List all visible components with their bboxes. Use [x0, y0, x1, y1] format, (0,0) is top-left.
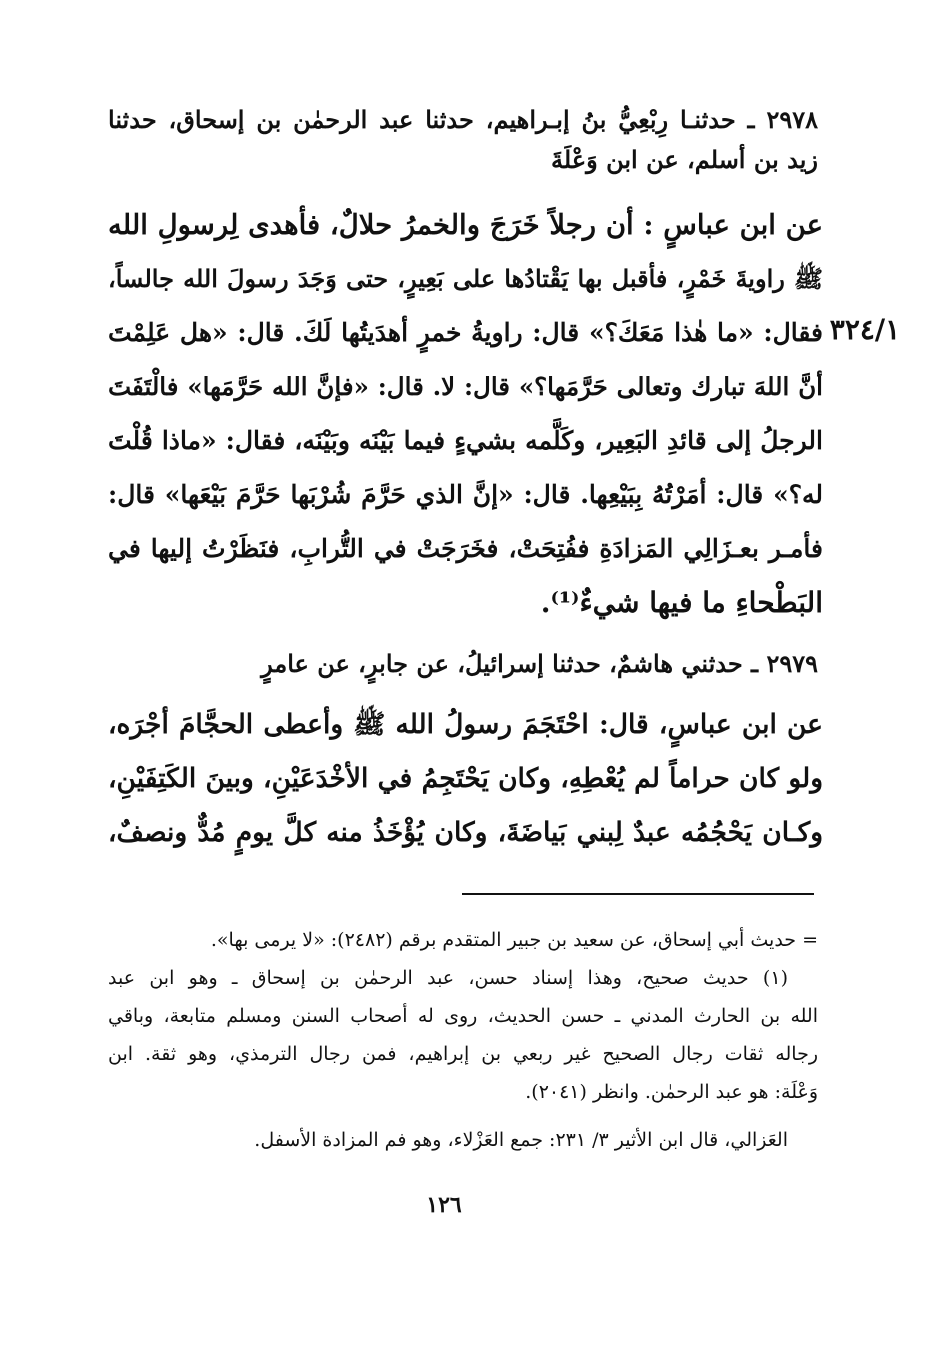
page-number: ١٢٦: [426, 1192, 462, 1218]
hadith-2978-matn-line-7: فأمـر بعـزَالِي المَزادَةِ ففُتِحَتْ، فخَرَجَتْ في التُّرابِ، فنَظَرْتُ إليها في: [108, 534, 823, 563]
hadith-2978-matn-line-1: عن ابن عباسٍ : أن رجلاً خَرَجَ والخمرُ حلالٌ، فأهدى لِرسولِ الله: [108, 209, 823, 241]
hadith-2978-matn-line-6: له؟» قال: أمَرْتُهُ بِبَيْعِها. قال: «إنَّ الذي حَرَّمَ شُرْبَها حَرَّمَ بَيْعَها» قال:: [108, 480, 823, 509]
footnote-continuation: = حديث أبي إسحاق، عن سعيد بن جبير المتقدم برقم (٢٤٨٢): «لا يرمى بها».: [210, 929, 818, 951]
hadith-2979-matn-line-3: وكـان يَحْجُمُه عبدٌ لِبني بَياضَةَ، وكان يُؤْخَذُ منه كلَّ يومٍ مُدٌّ ونصفٌ،: [108, 817, 823, 848]
hadith-2978-isnad-line-2: زيد بن أسلم، عن ابن وَعْلَةَ: [551, 145, 818, 174]
hadith-2978-matn-line-4: أنَّ اللهَ تبارك وتعالى حَرَّمَها؟» قال: لا. قال: «فإنَّ الله حَرَّمَها» فالْتَفَتَ: [108, 372, 823, 401]
footnote-1-line-1: (١) حديث صحيح، وهذا إسناد حسن، عبد الرحمٰن بن إسحاق ـ وهو ابن عبد: [108, 967, 788, 989]
footnote-1-line-3: رجاله ثقات رجال الصحيح غير ربعي بن إبراهيم، فمن رجال الترمذي، وهو ثقة. ابن: [108, 1043, 818, 1065]
hadith-2978-isnad-line-1: ٢٩٧٨ ـ حدثنـا رِبْعِيُّ بنُ إبـراهيم، حدثنا عبد الرحمٰن بن إسحاق، حدثنا: [108, 105, 818, 134]
footnote-separator: [462, 893, 814, 895]
hadith-2979-matn-line-2: ولو كان حراماً لم يُعْطِهِ، وكان يَحْتَجِمُ في الأخْدَعَيْنِ، وبينَ الكَتِفَيْنِ،: [108, 763, 823, 794]
footnote-1-line-2: الله بن الحارث المدني ـ حسن الحديث، روى له أصحاب السنن ومسلم متابعة، وباقي: [108, 1005, 818, 1027]
hadith-2978-matn-line-2: ﷺ راويةَ خَمْرٍ، فأقبل بها يَقْتادُها على بَعِيرٍ، حتى وَجَدَ رسولَ الله جالساً،: [108, 264, 823, 293]
hadith-2979-isnad: ٢٩٧٩ ـ حدثني هاشمٌ، حدثنا إسرائيلُ، عن جابرٍ، عن عامرٍ: [261, 649, 818, 678]
hadith-2978-matn-line-5: الرجلُ إلى قائدِ البَعِير، وكَلَّمه بشيءٍ فيما بَيْنَه وبَيْنَه، فقال: «ماذا قُلْتَ: [108, 426, 823, 455]
hadith-2978-matn-line-8: البَطْحاءِ ما فيها شيءٌ⁽¹⁾.: [540, 586, 823, 619]
hadith-2978-matn-line-3: فقال: «ما هٰذا مَعَكَ؟» قال: راويةُ خمرٍ أهدَيتُها لَكَ. قال: «هل عَلِمْتَ: [108, 318, 823, 347]
margin-reference: ٣٢٤/١: [829, 313, 901, 346]
hadith-2979-matn-line-1: عن ابن عباسٍ، قال: احْتَجَمَ رسولُ الله ﷺ وأعطى الحجَّامَ أجْرَه،: [108, 709, 823, 740]
footnote-2: العَزالي، قال ابن الأثير ٣/ ٢٣١: جمع العَزْلاء، وهو فم المزادة الأسفل.: [254, 1129, 788, 1151]
footnote-1-line-4: وَعْلَة: هو عبد الرحمٰن. وانظر (٢٠٤١).: [525, 1081, 818, 1103]
